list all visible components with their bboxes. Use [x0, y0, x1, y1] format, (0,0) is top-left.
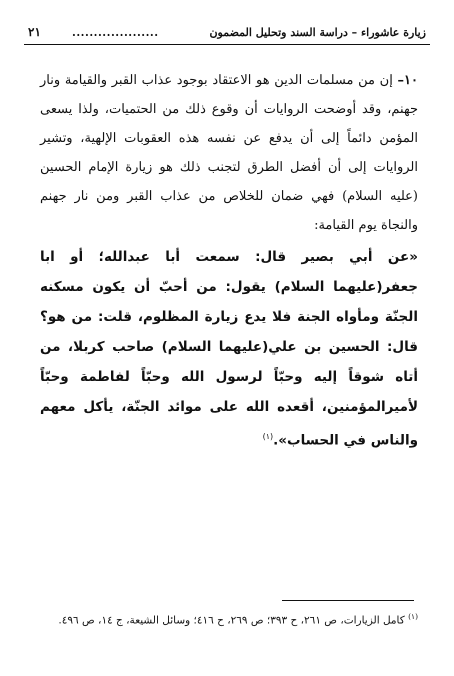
paragraph-number: ١٠– [397, 73, 418, 88]
page-number: ٢١ [28, 25, 41, 39]
running-header [24, 24, 430, 45]
quote-text: «عن أبي بصير قال: سمعت أبا عبدالله؛ أو ابا جعفر(عليهما السلام) يقول: من أحبّ أن يكون مسكنه الجنّة ومأواه الجنة فلا يدع زيارة المظلوم، قلت: من هو؟ قال: الحسين بن علي(عليهما السلام) صاحب كربلا، من أتاه شوقاً إليه وحبّاً لرسول الله وحبّاً لفاطمة وحبّاً لأميرالمؤمنين، أقعده الله على موائد الجنّة، يأكل معهم والناس في الحساب». [40, 249, 418, 449]
footnote-marker: (١) [408, 612, 418, 621]
footnote-text: كامل الزيارات، ص ٢٦١، ح ٣٩٣؛ ص ٢٦٩، ح ٤١٦؛ وسائل الشيعة، ج ١٤، ص ٤٩٦. [58, 614, 409, 627]
page-body [40, 66, 418, 456]
running-header-dots: .................... [72, 26, 159, 39]
paragraph-text: إن من مسلمات الدين هو الاعتقاد بوجود عذاب القبر والقيامة ونار جهنم، وقد أوضحت الروايات أن وقوع ذلك من الحتميات، ولذا يسعى المؤمن دائماً إلى أن يدفع عن نفسه هذه العقوبات الإلهية، وتشير الروايات إلى أن أفضل الطرق لتجنب ذلك هو زيارة الإمام الحسين (عليه السلام) فهي ضمان للخلاص من عذاب القبر ومن نار جهنم والنجاة يوم القيامة: [40, 73, 418, 233]
hadith-quote [40, 242, 418, 456]
footnote [30, 606, 418, 632]
running-header-title: زيارة عاشوراء – دراسة السند وتحليل المضمون [209, 26, 426, 39]
footnote-divider [282, 600, 414, 601]
footnote-reference: (١) [262, 432, 274, 441]
body-paragraph [40, 66, 418, 240]
